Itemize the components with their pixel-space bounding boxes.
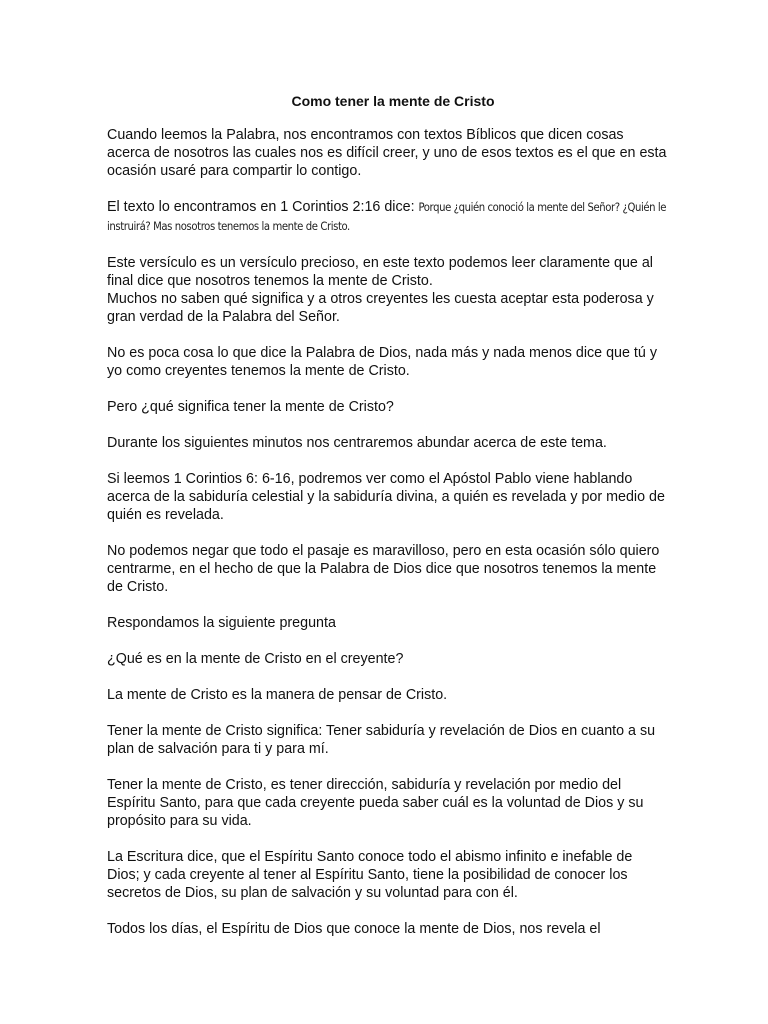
paragraph: Tener la mente de Cristo, es tener dirección, sabiduría y revelación por medio del Espíritu Santo, para que cada creyente pueda saber cuál es la voluntad de Dios y su propósito para su vida. [107,777,644,829]
paragraph: Respondamos la siguiente pregunta [107,615,336,631]
paragraph: Cuando leemos la Palabra, nos encontramos con textos Bíblicos que dicen cosas acerca de nosotros las cuales nos es difícil creer, y uno de esos textos es el que en esta ocasión usaré para compartir lo contigo. [107,127,667,179]
paragraph: Pero ¿qué significa tener la mente de Cristo? [107,399,394,415]
paragraph: Tener la mente de Cristo significa: Tener sabiduría y revelación de Dios en cuanto a su plan de salvación para ti y para mí. [107,723,656,757]
paragraph: Este versículo es un versículo precioso, en este texto podemos leer claramente que al final dice que nosotros tenemos la mente de Cristo. [107,255,653,289]
paragraph: Si leemos 1 Corintios 6: 6-16, podremos ver como el Apóstol Pablo viene hablando acerca de la sabiduría celestial y la sabiduría divina, a quién es revelada y por medio de quién es revelada. [107,471,665,523]
paragraph: Durante los siguientes minutos nos centraremos abundar acerca de este tema. [107,435,607,451]
paragraph: ¿Qué es en la mente de Cristo en el creyente? [107,651,404,667]
document-title: Como tener la mente de Cristo [291,93,495,109]
paragraph: Todos los días, el Espíritu de Dios que conoce la mente de Dios, nos revela el [107,921,601,937]
paragraph: La Escritura dice, que el Espíritu Santo conoce todo el abismo infinito e inefable de Dios; y cada creyente al tener al Espíritu Santo, tiene la posibilidad de conocer los secretos de Dios, su plan de salvación y su voluntad para con él. [107,849,633,901]
paragraph: No podemos negar que todo el pasaje es maravilloso, pero en esta ocasión sólo quiero centrarme, en el hecho de que la Palabra de Dios dice que nosotros tenemos la mente de Cristo. [107,543,660,595]
paragraph: No es poca cosa lo que dice la Palabra de Dios, nada más y nada menos dice que tú y yo como creyentes tenemos la mente de Cristo. [107,345,657,379]
paragraph-with-quote [107,198,667,236]
paragraph-text: El texto lo encontramos en 1 Corintios 2:16 dice: [107,199,419,215]
paragraph: Muchos no saben qué significa y a otros creyentes les cuesta aceptar esta poderosa y gran verdad de la Palabra del Señor. [107,291,654,325]
document-body [107,92,667,956]
bible-quote: Porque ¿quién conoció la mente del Señor? ¿Quién le instruirá? Mas nosotros tenemos la mente de Cristo. [107,201,667,233]
paragraph: La mente de Cristo es la manera de pensar de Cristo. [107,687,448,703]
